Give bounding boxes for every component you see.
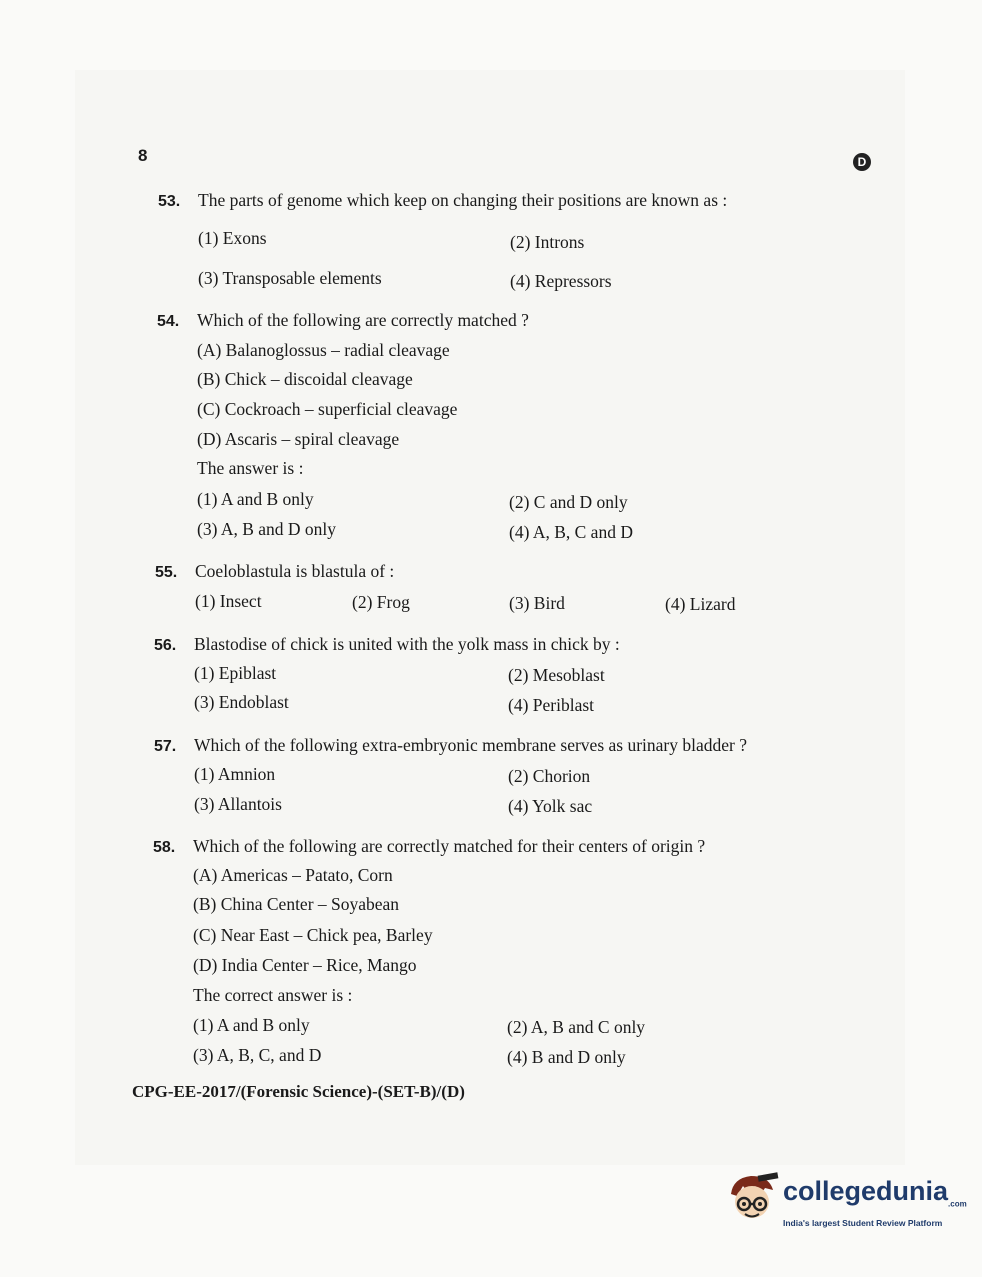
option: (4) B and D only [507, 1047, 626, 1067]
question-number: 58. [153, 839, 176, 856]
answer-prompt: The answer is : [197, 458, 304, 478]
option: (3) A, B and D only [197, 519, 337, 539]
question-54 [157, 310, 529, 331]
question-number: 53. [158, 193, 181, 210]
statement: (D) India Center – Rice, Mango [193, 955, 417, 975]
logo-wordmark: collegedunia$_{.com}$ [783, 1176, 967, 1209]
graduate-mascot-icon [725, 1172, 781, 1230]
footer-code: CPG-EE-2017/(Forensic Science)-(SET-B)/(D) [132, 1082, 465, 1101]
option: (4) A, B, C and D [509, 522, 633, 542]
option: (4) Lizard [665, 594, 736, 614]
set-code-badge: D [853, 153, 871, 171]
question-text: Which of the following are correctly matched ? [197, 310, 529, 330]
option: (3) Allantois [194, 794, 282, 814]
statement: (B) Chick – discoidal cleavage [197, 369, 413, 389]
answer-prompt: The correct answer is : [193, 985, 353, 1005]
option: (2) Mesoblast [508, 665, 605, 685]
option: (2) A, B and C only [507, 1017, 646, 1037]
statement: (A) Balanoglossus – radial cleavage [197, 340, 450, 360]
statement: (C) Near East – Chick pea, Barley [193, 925, 433, 945]
logo-tagline: India's largest Student Review Platform [783, 1218, 943, 1228]
statement: (B) China Center – Soyabean [193, 894, 400, 914]
option: (4) Yolk sac [508, 796, 593, 816]
statement: (D) Ascaris – spiral cleavage [197, 429, 400, 449]
collegedunia-logo [725, 1172, 967, 1234]
statement: (A) Americas – Patato, Corn [193, 865, 393, 885]
question-text: The parts of genome which keep on changing their positions are known as : [198, 190, 728, 210]
question-text: Blastodise of chick is united with the yolk mass in chick by : [194, 634, 620, 654]
question-58 [153, 836, 705, 857]
option: (1) A and B only [193, 1015, 310, 1035]
question-number: 55. [155, 564, 178, 581]
question-number: 54. [157, 313, 180, 330]
option: (1) Amnion [194, 764, 276, 784]
question-number: 56. [154, 637, 177, 654]
option: (2) Frog [352, 592, 410, 612]
question-53 [158, 190, 727, 211]
option: (2) C and D only [509, 492, 628, 512]
question-number: 57. [154, 738, 177, 755]
option: (4) Repressors [510, 271, 612, 291]
statement: (C) Cockroach – superficial cleavage [197, 399, 458, 419]
option: (3) Bird [509, 593, 565, 613]
option: (3) Transposable elements [198, 268, 382, 288]
question-text: Which of the following extra-embryonic membrane serves as urinary bladder ? [194, 735, 747, 755]
question-text: Coeloblastula is blastula of : [195, 561, 395, 581]
option: (4) Periblast [508, 695, 595, 715]
option: (3) Endoblast [194, 692, 289, 712]
option: (1) Insect [195, 591, 262, 611]
question-56 [154, 634, 620, 655]
option: (2) Chorion [508, 766, 591, 786]
option: (1) Epiblast [194, 663, 277, 683]
option: (1) Exons [198, 228, 267, 248]
option: (2) Introns [510, 232, 585, 252]
question-57 [154, 735, 747, 756]
option: (3) A, B, C, and D [193, 1045, 322, 1065]
question-55 [155, 561, 394, 582]
question-text: Which of the following are correctly matched for their centers of origin ? [193, 836, 706, 856]
option: (1) A and B only [197, 489, 314, 509]
page-number: 8 [138, 146, 148, 165]
